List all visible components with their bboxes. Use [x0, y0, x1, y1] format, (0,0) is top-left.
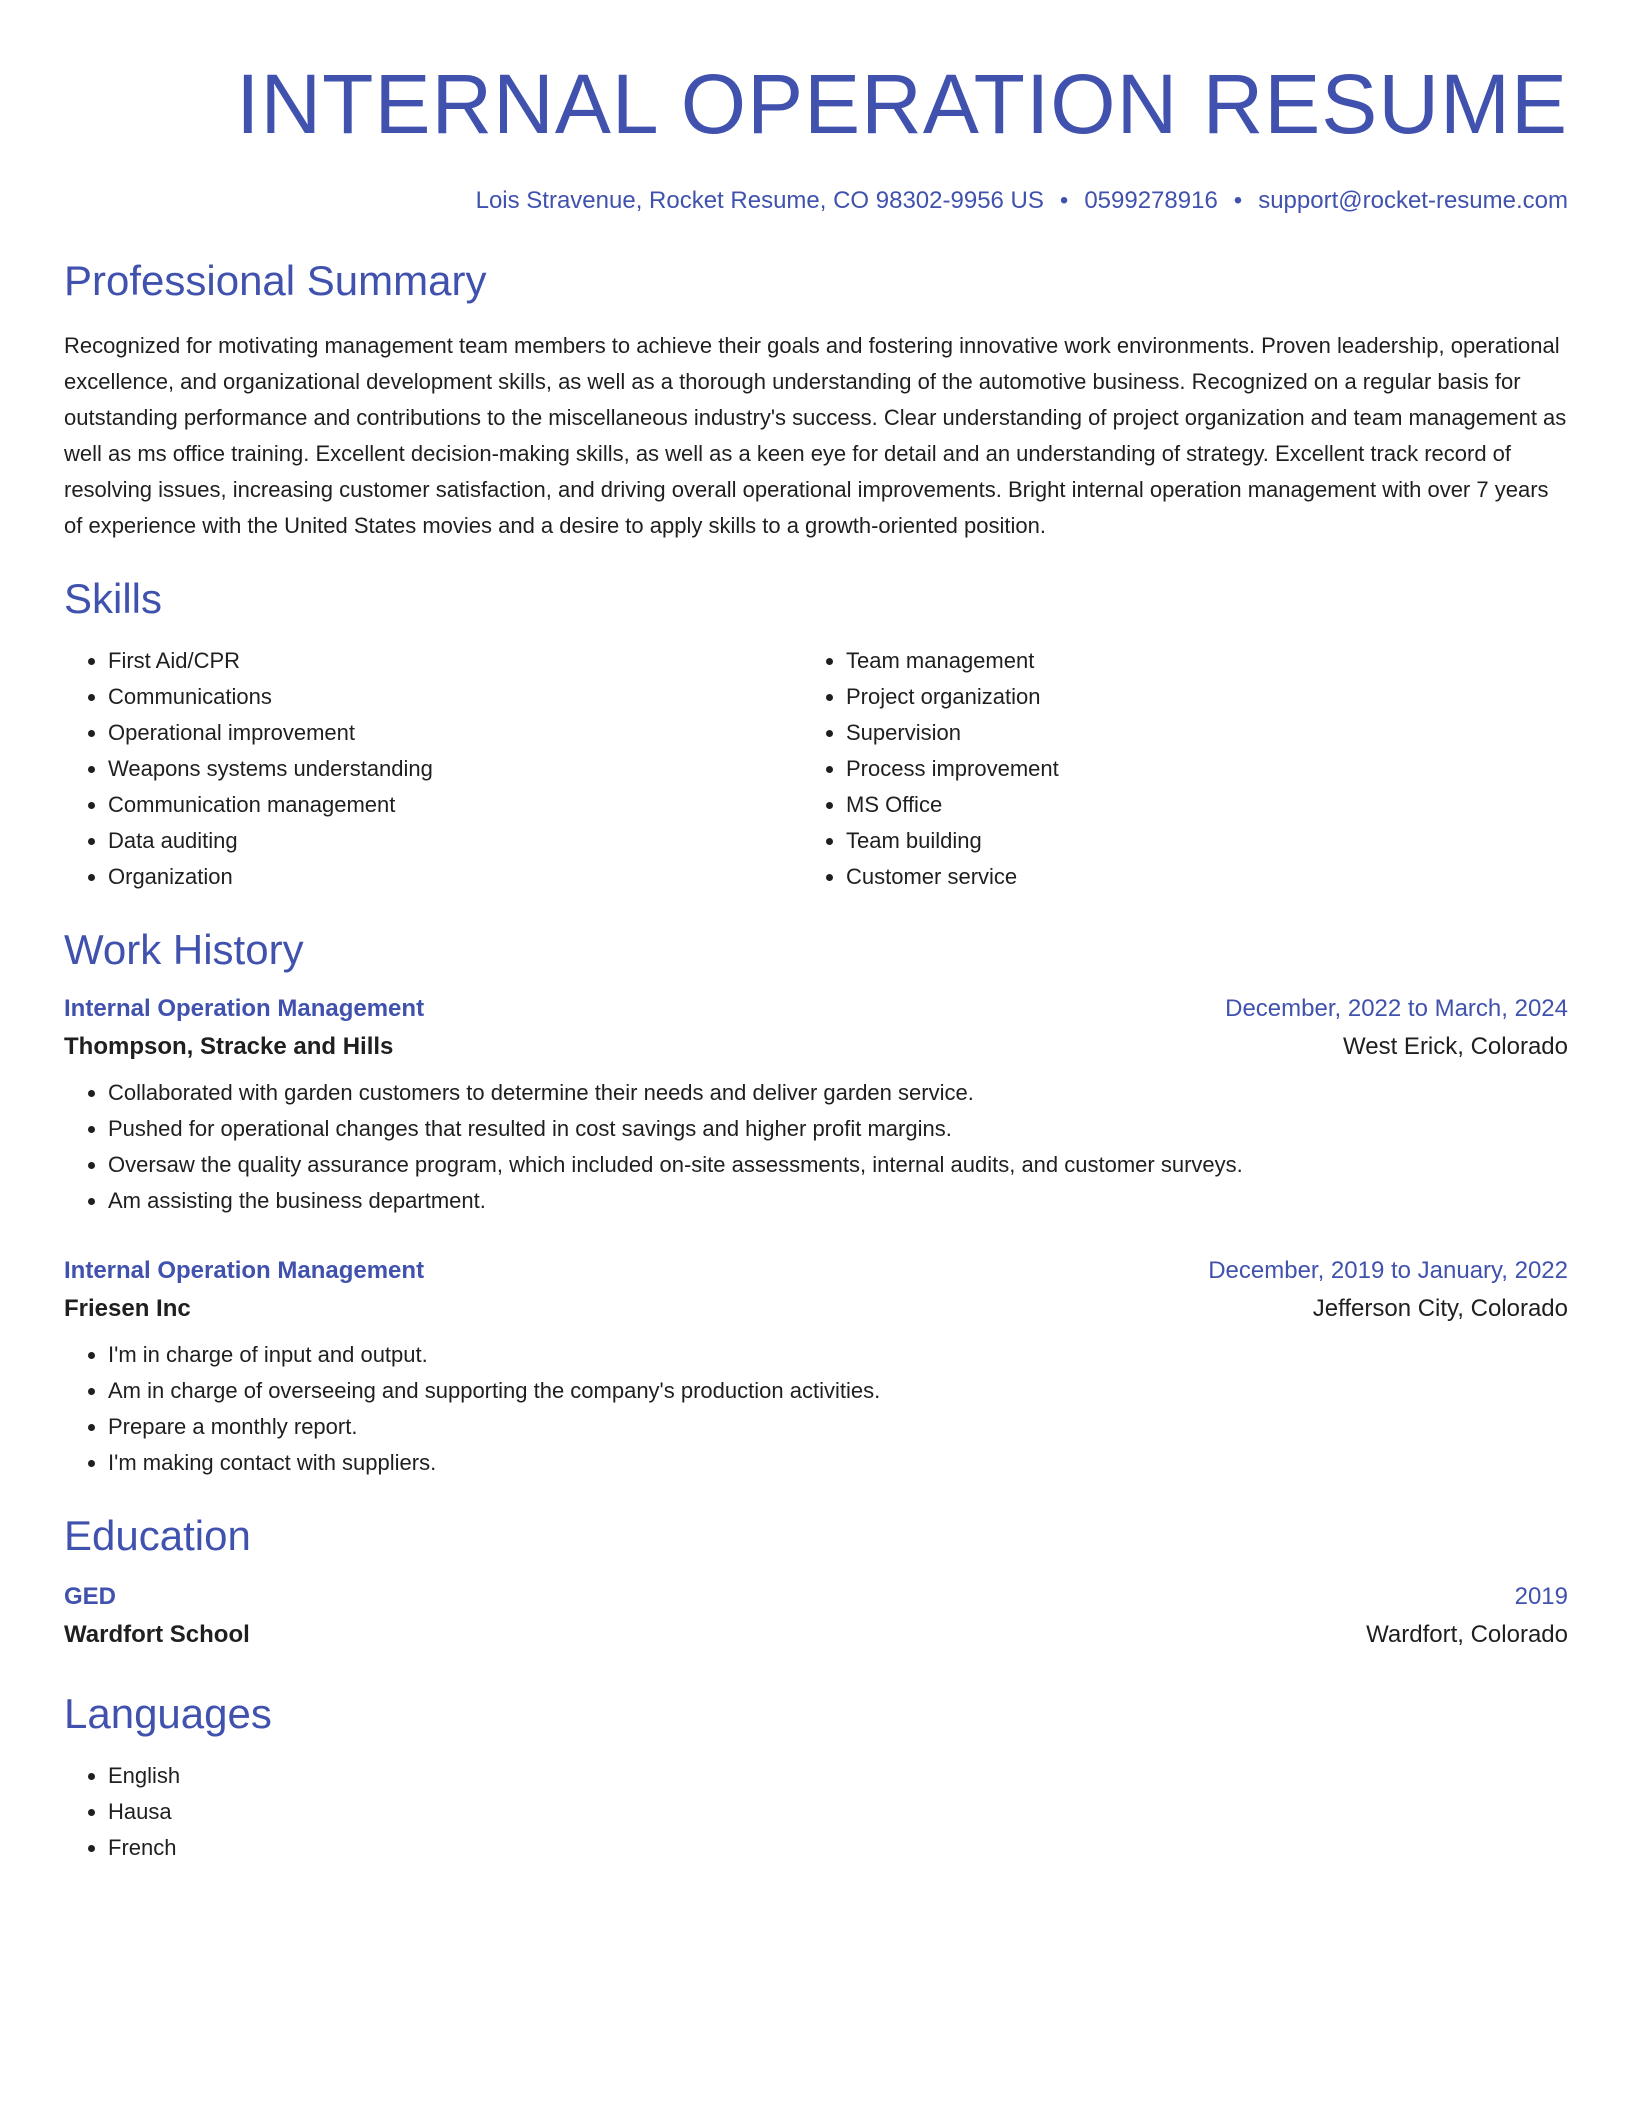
job-location: West Erick, Colorado: [1343, 1032, 1568, 1060]
skills-grid: [64, 643, 1568, 895]
skills-list-left: [64, 643, 802, 895]
resume-header: [64, 56, 1568, 216]
education-entry: [64, 1583, 1568, 1649]
skill-item: • Project organization: [846, 679, 1540, 715]
contact-line: [64, 185, 1568, 216]
skill-item: • Communications: [108, 679, 802, 715]
skill-item: • Team management: [846, 643, 1540, 679]
skills-heading: Skills: [64, 575, 163, 623]
contact-phone: 0599278916: [1084, 186, 1218, 214]
education-degree: GED: [64, 1583, 117, 1611]
job-company: Friesen Inc: [64, 1294, 191, 1322]
contact-email: support@rocket-resume.com: [1258, 186, 1568, 214]
work-history-heading: Work History: [64, 925, 304, 973]
skills-section: [64, 574, 1568, 894]
job-bullets: [64, 1075, 1568, 1219]
languages-list-wrap: [64, 1758, 1568, 1866]
job-bullet: • Collaborated with garden customers to determine their needs and deliver garden service.: [108, 1075, 1568, 1111]
summary-text: Recognized for motivating management team members to achieve their goals and fostering innovative work environments. Proven leadership, operational excellence, and organizational development skills, as well as a thorough understanding of the automotive business. Recognized on a regular basis for outstanding performance and contributions to the miscellaneous industry's success. Clear understanding of project organization and team management as well as ms office training. Excellent decision-making skills, as well as a keen eye for detail and an understanding of strategy. Excellent track record of resolving issues, increasing customer satisfaction, and driving overall operational improvements. Bright internal operation management with over 7 years of experience with the United States movies and a desire to apply skills to a growth-oriented position.: [64, 333, 1567, 539]
job-bullets: [64, 1337, 1568, 1481]
language-item: • French: [108, 1830, 1568, 1866]
skill-item: • Customer service: [846, 859, 1540, 895]
job-company-row: [64, 1295, 1568, 1323]
education-location: Wardfort, Colorado: [1366, 1621, 1568, 1649]
work-history-section: [64, 925, 1568, 1481]
job-dates: December, 2022 to March, 2024: [1225, 994, 1568, 1022]
job-entry: [64, 1257, 1568, 1481]
job-bullet: • Am assisting the business department.: [108, 1183, 1568, 1219]
skill-item: • Organization: [108, 859, 802, 895]
job-company-row: [64, 1033, 1568, 1061]
job-bullet: • I'm making contact with suppliers.: [108, 1445, 1568, 1481]
languages-list: [64, 1758, 1568, 1866]
education-year: 2019: [1514, 1583, 1568, 1611]
languages-heading: Languages: [64, 1690, 272, 1738]
skill-item: • Weapons systems understanding: [108, 751, 802, 787]
skill-item: • Communication management: [108, 787, 802, 823]
job-location: Jefferson City, Colorado: [1312, 1294, 1568, 1322]
skill-item: • Process improvement: [846, 751, 1540, 787]
skills-column-right: [802, 643, 1540, 895]
job-entry: [64, 995, 1568, 1219]
summary-section: [64, 256, 1568, 544]
contact-separator: •: [1059, 186, 1069, 214]
education-school: Wardfort School: [64, 1621, 250, 1649]
resume-title: INTERNAL OPERATION RESUME: [236, 57, 1568, 151]
job-company: Thompson, Stracke and Hills: [64, 1032, 394, 1060]
skill-item: • MS Office: [846, 787, 1540, 823]
job-dates: December, 2019 to January, 2022: [1208, 1256, 1568, 1284]
education-section: [64, 1511, 1568, 1649]
language-item: • English: [108, 1758, 1568, 1794]
education-school-row: [64, 1621, 1568, 1649]
skill-item: • First Aid/CPR: [108, 643, 802, 679]
skill-item: • Team building: [846, 823, 1540, 859]
job-bullet: • Prepare a monthly report.: [108, 1409, 1568, 1445]
education-heading: Education: [64, 1511, 251, 1559]
job-title-row: [64, 1257, 1568, 1285]
job-bullet: • Am in charge of overseeing and supporting the company's production activities.: [108, 1373, 1568, 1409]
education-degree-row: [64, 1583, 1568, 1611]
languages-section: [64, 1689, 1568, 1865]
skill-item: • Data auditing: [108, 823, 802, 859]
skill-item: • Supervision: [846, 715, 1540, 751]
skills-list-right: [802, 643, 1540, 895]
job-bullet: • I'm in charge of input and output.: [108, 1337, 1568, 1373]
language-item: • Hausa: [108, 1794, 1568, 1830]
job-title: Internal Operation Management: [64, 1256, 425, 1284]
job-title: Internal Operation Management: [64, 994, 425, 1022]
skills-column-left: [64, 643, 802, 895]
summary-heading: Professional Summary: [64, 256, 487, 304]
job-title-row: [64, 995, 1568, 1023]
skill-item: • Operational improvement: [108, 715, 802, 751]
contact-separator: •: [1233, 186, 1243, 214]
job-bullet: • Pushed for operational changes that resulted in cost savings and higher profit margins.: [108, 1111, 1568, 1147]
contact-address: Lois Stravenue, Rocket Resume, CO 98302-9956 US: [475, 186, 1044, 214]
job-bullet: • Oversaw the quality assurance program, which included on-site assessments, internal audits, and customer surveys.: [108, 1147, 1568, 1183]
